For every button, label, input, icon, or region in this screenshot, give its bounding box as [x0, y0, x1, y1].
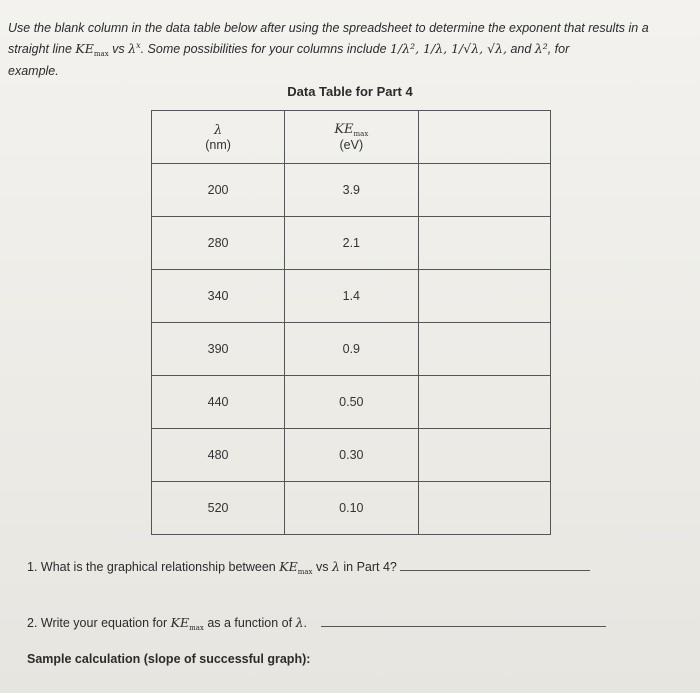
wavelength-cell: 280 [152, 217, 285, 270]
energy-cell: 3.9 [285, 164, 418, 217]
table-row [152, 217, 551, 270]
table-row [152, 376, 551, 429]
blank-cell[interactable] [418, 323, 551, 376]
energy-cell: 0.30 [285, 429, 418, 482]
wavelength-cell: 390 [152, 323, 285, 376]
exponent-options: 1/λ², 1/λ, 1/√λ, √λ, [390, 41, 507, 57]
blank-cell[interactable] [418, 429, 551, 482]
table-header-row [152, 111, 551, 164]
header-kemax: $KE_{max}$ (eV) [285, 111, 418, 164]
question-2: 2. Write your equation for $KE_{max}$ as a function of λ. [27, 614, 606, 632]
data-table [151, 110, 551, 535]
blank-cell[interactable] [418, 270, 551, 323]
energy-cell: 0.10 [285, 482, 418, 535]
wavelength-cell: 340 [152, 270, 285, 323]
energy-cell: 0.9 [285, 323, 418, 376]
table-row [152, 270, 551, 323]
lambda-symbol: $\lambda^x$ [128, 41, 141, 57]
header-blank-column[interactable] [418, 111, 551, 164]
wavelength-cell: 480 [152, 429, 285, 482]
table-row [152, 429, 551, 482]
table-row [152, 164, 551, 217]
table-title: Data Table for Part 4 [287, 84, 413, 99]
instructions [8, 20, 688, 80]
instructions-line-1: Use the blank column in the data table below after using the spreadsheet to determine the exponent that results in a [8, 21, 649, 35]
header-wavelength: λ (nm) [152, 111, 285, 164]
instructions-line-2: straight line $KE_{max}$ vs $\lambda^x$. Some possibilities for your columns include 1/λ², 1/λ, 1/√λ, √λ, and λ², for [8, 41, 570, 59]
answer-1-line[interactable] [400, 558, 590, 571]
energy-cell: 0.50 [285, 376, 418, 429]
wavelength-cell: 440 [152, 376, 285, 429]
blank-cell[interactable] [418, 164, 551, 217]
blank-cell[interactable] [418, 482, 551, 535]
table-row [152, 482, 551, 535]
instructions-line-3: example. [8, 64, 59, 79]
answer-2-line[interactable] [321, 614, 606, 627]
wavelength-cell: 520 [152, 482, 285, 535]
energy-cell: 2.1 [285, 217, 418, 270]
sample-calculation-label: Sample calculation (slope of successful graph): [27, 652, 311, 666]
blank-cell[interactable] [418, 376, 551, 429]
table-row [152, 323, 551, 376]
question-1: 1. What is the graphical relationship between $KE_{max}$ vs λ in Part 4? [27, 558, 590, 576]
ke-symbol: $KE_{max}$ [75, 41, 109, 59]
wavelength-cell: 200 [152, 164, 285, 217]
energy-cell: 1.4 [285, 270, 418, 323]
blank-cell[interactable] [418, 217, 551, 270]
